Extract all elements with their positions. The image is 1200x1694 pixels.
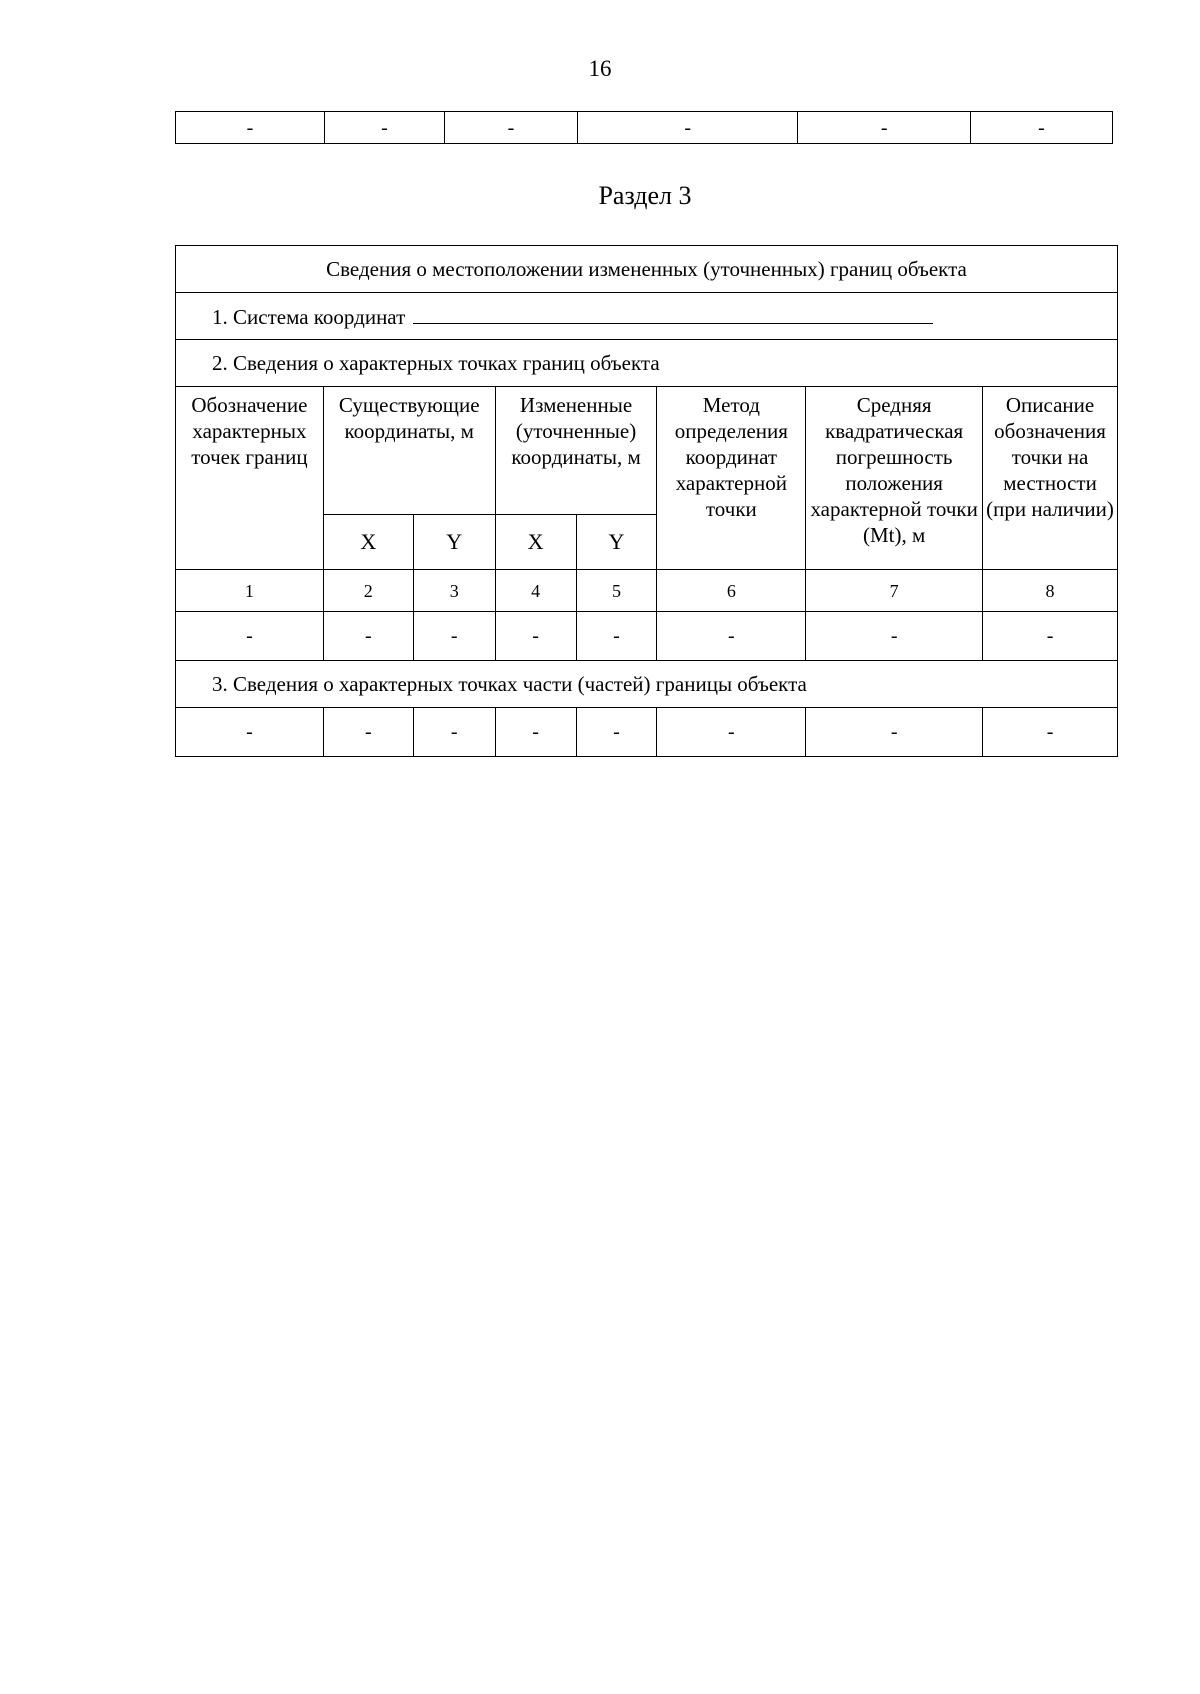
table-cell: - <box>413 612 495 661</box>
table-cell: - <box>323 612 413 661</box>
subheader-y: Y <box>413 515 495 570</box>
subheader-x: X <box>495 515 576 570</box>
table-cell: - <box>176 112 325 144</box>
column-number: 3 <box>413 570 495 612</box>
table-cell: - <box>657 708 806 757</box>
table-cell: - <box>576 612 657 661</box>
page-number: 16 <box>588 56 612 81</box>
section-title: Раздел 3 <box>598 181 692 210</box>
table-row <box>176 340 1118 387</box>
table-cell: - <box>324 112 444 144</box>
coord-system-row <box>176 293 1118 340</box>
column-number: 5 <box>576 570 657 612</box>
coord-system-field <box>413 303 933 324</box>
table-cell: - <box>495 612 576 661</box>
header-existing-coords: Существующие координаты, м <box>323 387 495 515</box>
table-cell: - <box>323 708 413 757</box>
table-cell: - <box>983 708 1118 757</box>
table-cell: - <box>413 708 495 757</box>
subsection-2-title: 2. Сведения о характерных точках границ объекта <box>176 340 1118 387</box>
table-row <box>176 612 1118 661</box>
table-row <box>176 246 1118 293</box>
table-cell: - <box>798 112 971 144</box>
table-cell: - <box>657 612 806 661</box>
column-number: 6 <box>657 570 806 612</box>
coord-system-label: 1. Система координат <box>212 304 406 329</box>
table-row <box>176 293 1118 340</box>
column-number: 1 <box>176 570 324 612</box>
header-error: Средняя квадратическая погрешность положения характерной точки (Mt), м <box>806 387 983 570</box>
column-number: 7 <box>806 570 983 612</box>
subsection-3-title: 3. Сведения о характерных точках части (частей) границы объекта <box>176 661 1118 708</box>
table-cell: - <box>444 112 577 144</box>
table-title: Сведения о местоположении измененных (уточненных) границ объекта <box>176 246 1118 293</box>
header-designation: Обозначение характерных точек границ <box>176 387 324 570</box>
subheader-y: Y <box>576 515 657 570</box>
table-cell: - <box>806 612 983 661</box>
header-changed-coords: Измененные (уточненные) координаты, м <box>495 387 657 515</box>
column-number: 4 <box>495 570 576 612</box>
table-cell: - <box>176 612 324 661</box>
table-row <box>176 661 1118 708</box>
subheader-x: X <box>323 515 413 570</box>
table-cell: - <box>577 112 797 144</box>
column-number-row <box>176 570 1118 612</box>
table-cell: - <box>495 708 576 757</box>
table-row <box>176 708 1118 757</box>
table-cell: - <box>176 708 324 757</box>
table-row <box>176 112 1113 144</box>
table-cell: - <box>806 708 983 757</box>
column-number: 2 <box>323 570 413 612</box>
table-header-row <box>176 387 1118 515</box>
table-cell: - <box>576 708 657 757</box>
column-number: 8 <box>983 570 1118 612</box>
table-cell: - <box>983 612 1118 661</box>
header-method: Метод определения координат характерной точки <box>657 387 806 570</box>
main-table <box>175 245 1118 757</box>
table-cell: - <box>971 112 1113 144</box>
header-description: Описание обозначения точки на местности (при наличии) <box>983 387 1118 570</box>
top-table <box>175 111 1113 144</box>
